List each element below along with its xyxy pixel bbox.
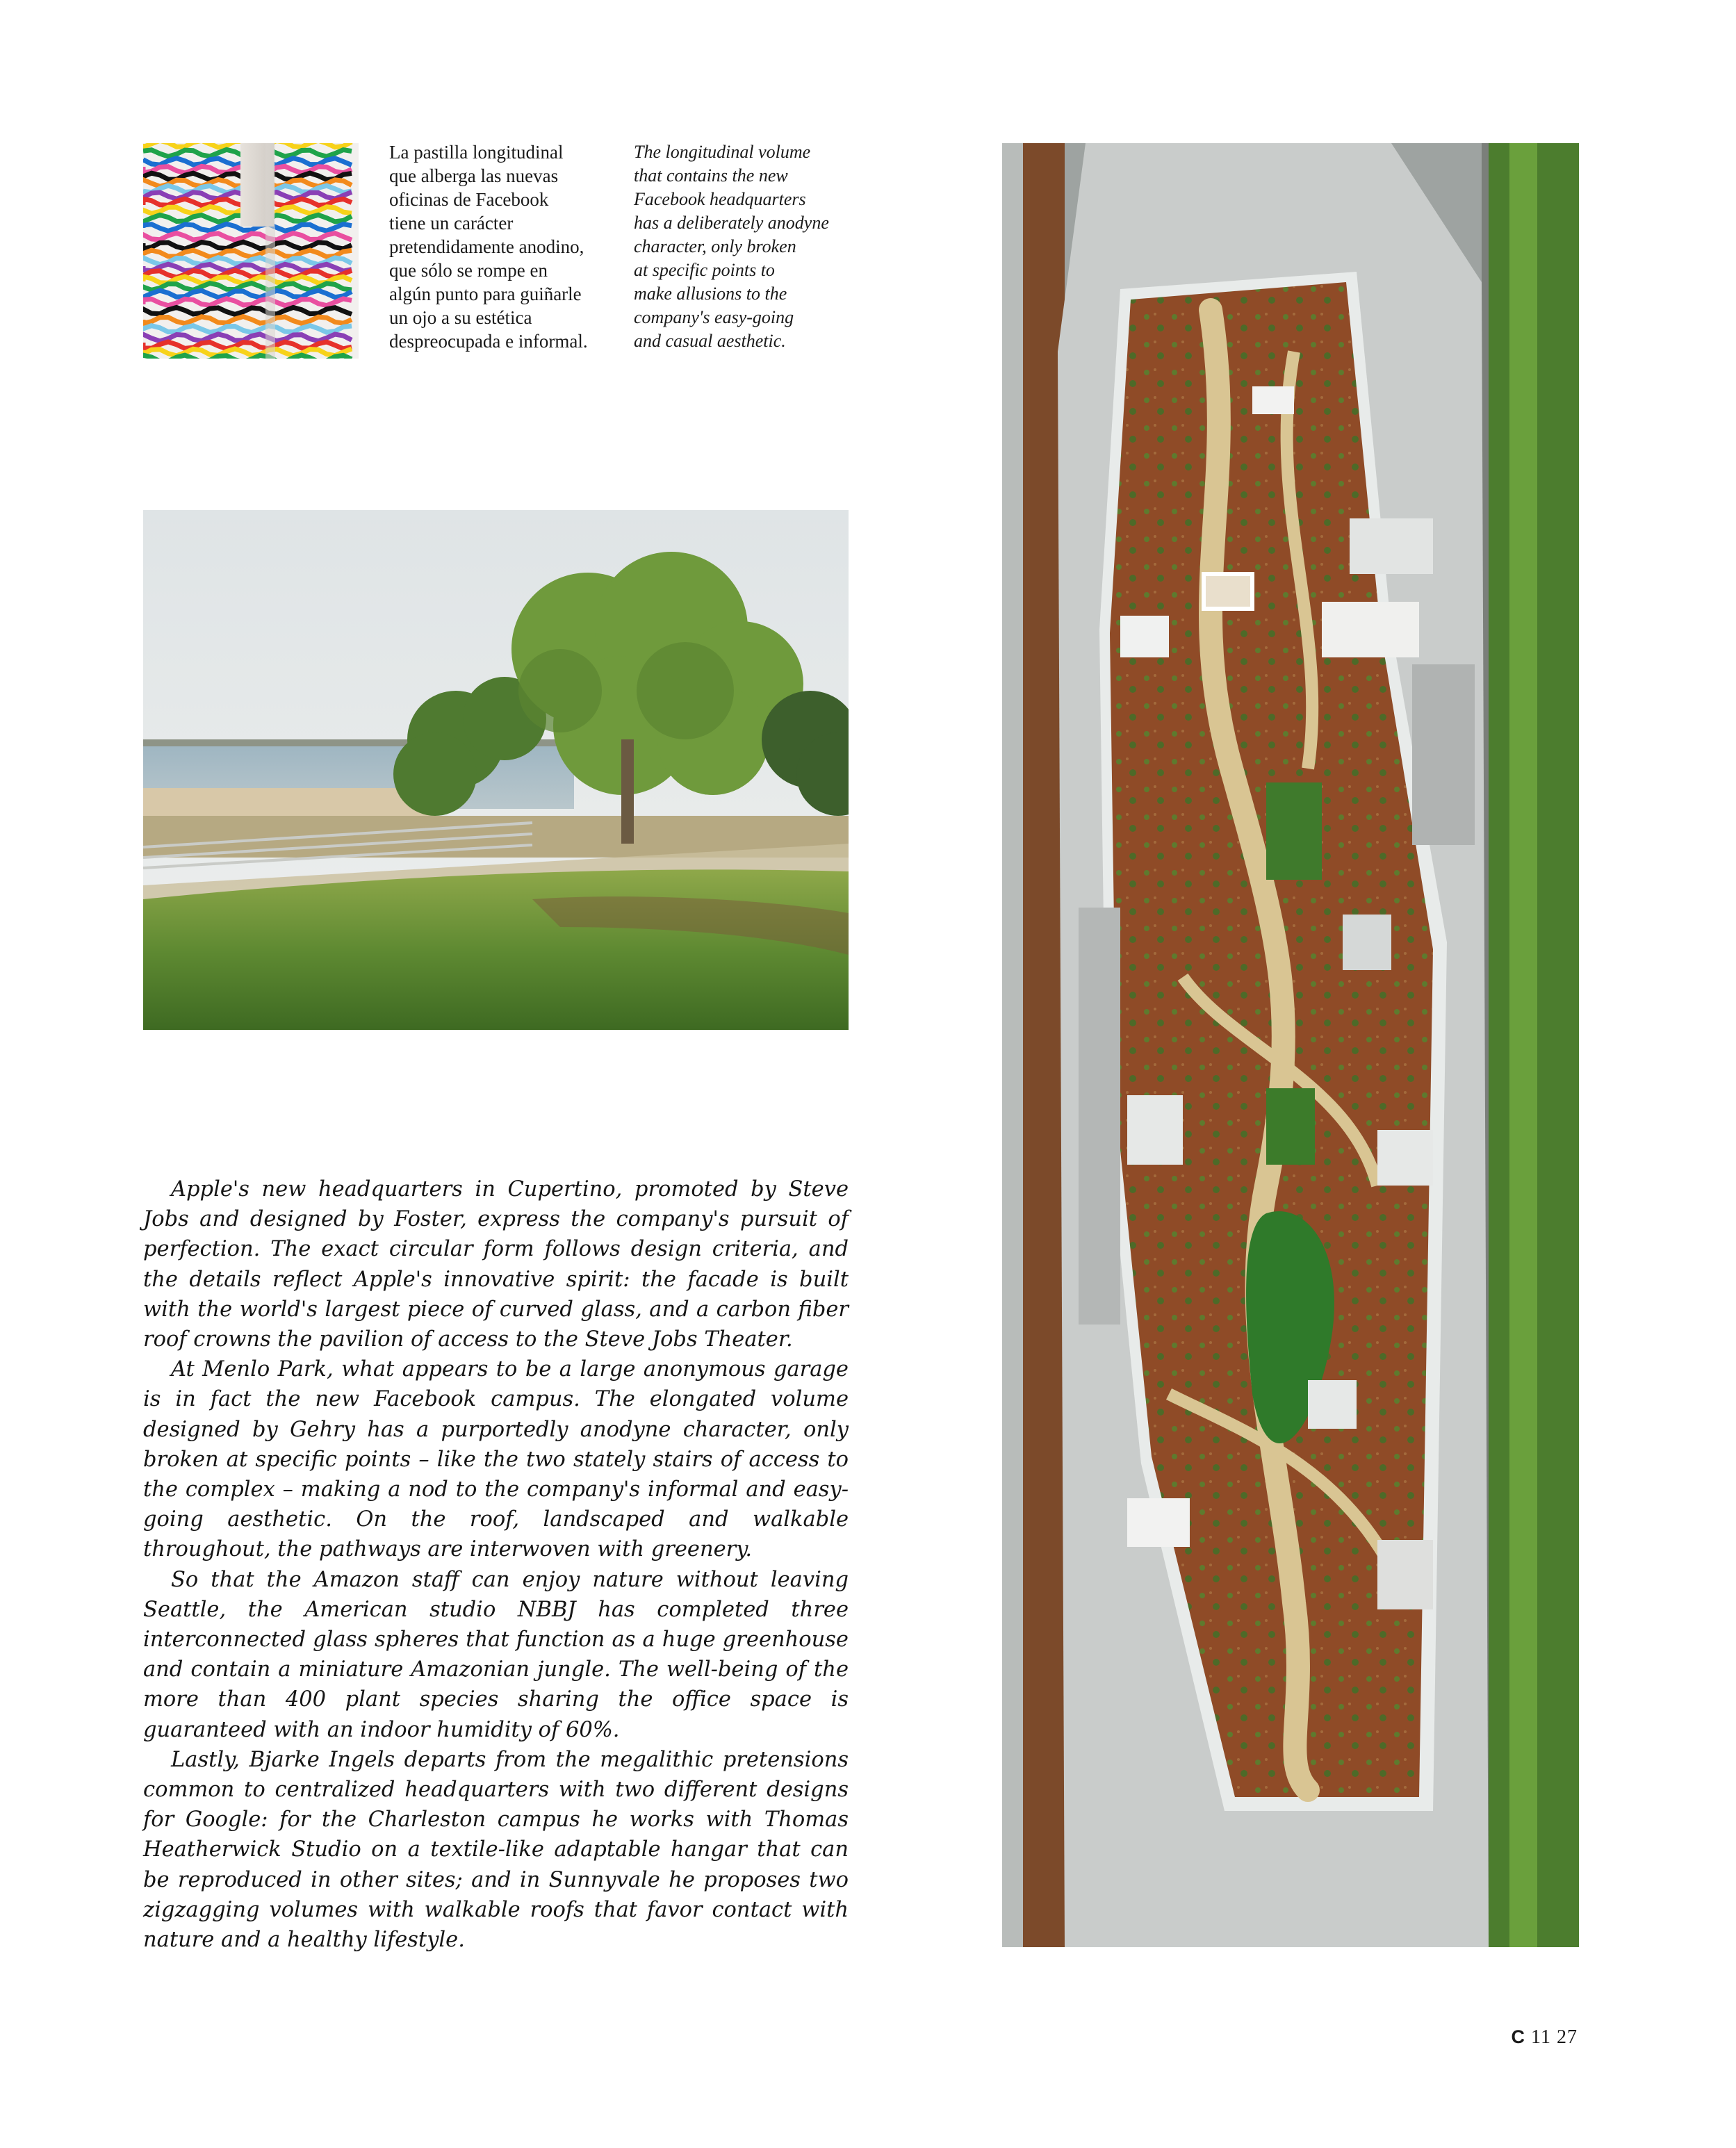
paragraph-apple: Apple's new headquarters in Cupertino, promoted by Steve Jobs and designed by Foster, express the company's pursuit of perfection. The exact circular form follows design criteria, and the details reflect Apple's innovative spirit: the facade is built with the world's largest piece of curved glass, and a carbon fiber roof crowns the pavilion of access to the Steve Jobs Theater. <box>143 1177 849 1352</box>
page-folio <box>1512 2026 1578 2049</box>
magazine-mark: C <box>1511 2026 1526 2047</box>
caption-spanish <box>389 140 625 353</box>
paragraph-google: Lastly, Bjarke Ingels departs from the megalithic pretensions common to centralized headquarters with two different designs for Google: for the Charleston campus he works with Thomas Heatherwick Studio on a textile-like adaptable hangar that can be reproduced in other sites; and in Sunnyvale he proposes two zigzagging volumes with walkable roofs that favor contact with nature and a healthy lifestyle. <box>143 1747 849 1953</box>
rooftop-landscape-photo <box>143 510 849 1030</box>
issue-number: 11 <box>1531 2026 1551 2048</box>
caption-spanish-text: La pastilla longitudinal que alberga las nuevas oficinas de Facebook tiene un carácter pretendidamente anodino, que sólo se rompe en algún punto para guiñarle un ojo a su estética despreocupada e informal. <box>389 142 588 352</box>
paragraph-facebook: At Menlo Park, what appears to be a large anonymous garage is in fact the new Facebook campus. The elongated volume designed by Gehry has a purportedly anodyne character, only broken at specific points – like the two stately stairs of access to the complex – making a nod to the company's informal and easy-going aesthetic. On the roof, landscaped and walkable throughout, the pathways are interwoven with greenery. <box>143 1357 849 1562</box>
caption-english-text: The longitudinal volume that contains the new Facebook headquarters has a deliberately anodyne character, only broken at specific points to make allusions to the company's easy-going and casual aesthetic. <box>634 142 829 351</box>
article-body <box>143 1174 849 1955</box>
facebook-campus-aerial-photo <box>1002 143 1579 1947</box>
mural-thumbnail-image <box>143 143 359 359</box>
paragraph-amazon: So that the Amazon staff can enjoy nature without leaving Seattle, the American studio NBBJ has completed three interconnected glass spheres that function as a huge greenhouse and contain a miniature Amazonian jungle. The well-being of the more than 400 plant species sharing the office space is guaranteed with an indoor humidity of 60%. <box>143 1567 849 1742</box>
page-number: 27 <box>1557 2026 1578 2048</box>
caption-english <box>634 140 870 353</box>
